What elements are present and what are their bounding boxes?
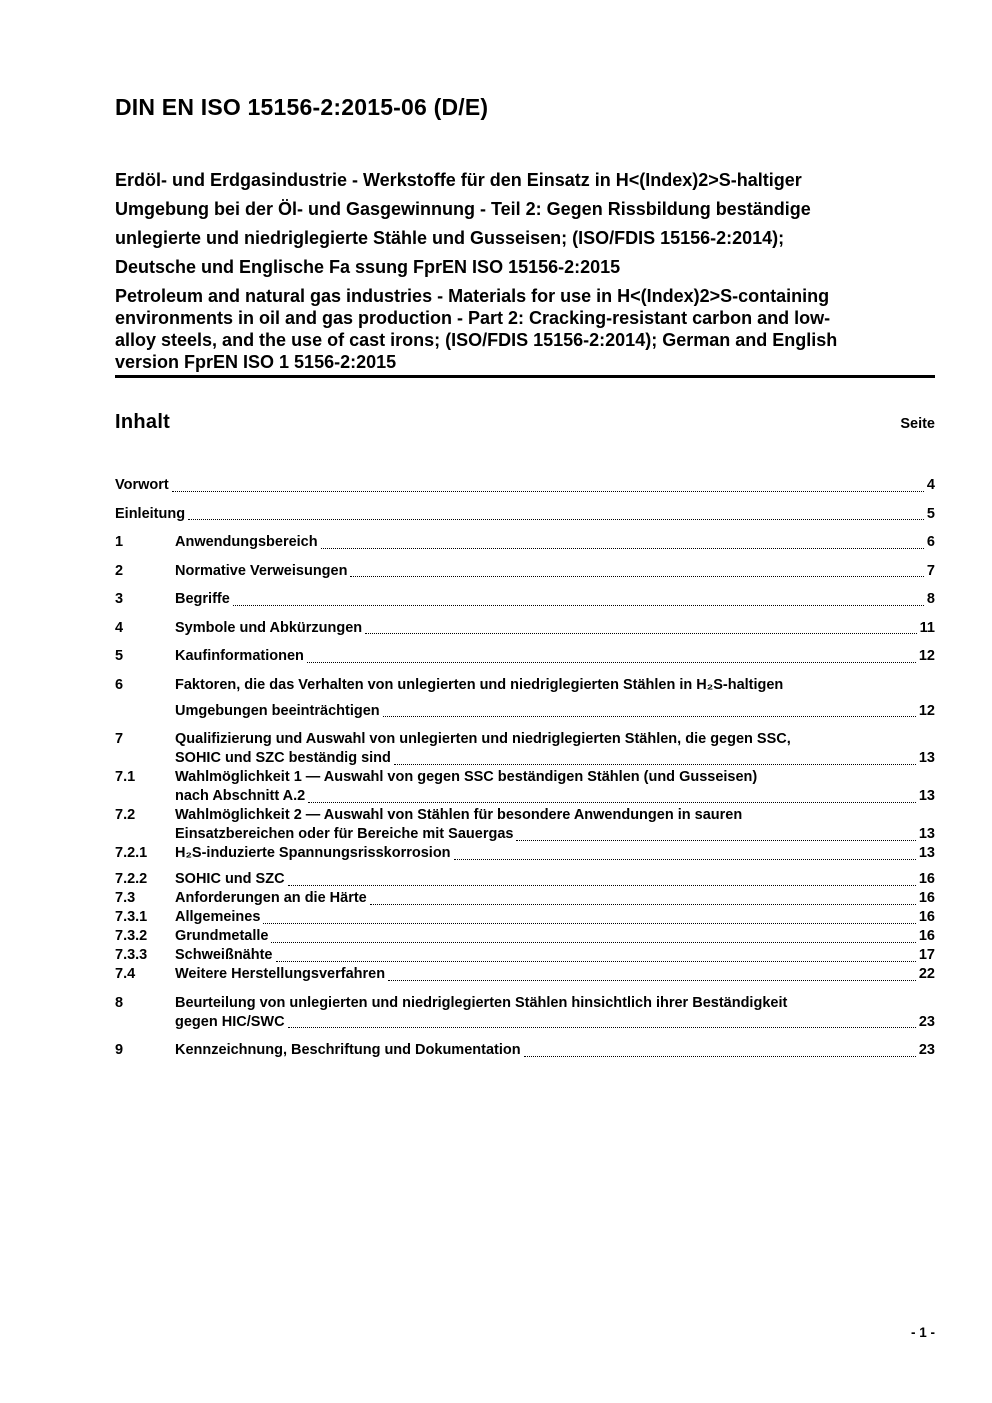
toc-entry-body [175,768,935,806]
dot-leader [383,716,916,717]
toc-entry[interactable] [115,676,935,721]
toc-entry-line [175,806,935,825]
toc-entry-line [175,787,935,806]
toc-entry-title: Wahlmöglichkeit 2 — Auswahl von Stählen für besondere Anwendungen in sauren [175,807,743,823]
dot-leader [188,519,924,520]
toc-entry-number: 7.2.2 [115,871,148,887]
toc-entry-page: 13 [918,750,935,766]
subtitle-german [115,166,935,282]
toc-entry[interactable] [115,946,935,965]
toc-entry-body [175,730,935,768]
toc-entry-body [115,476,935,495]
toc-entry[interactable] [115,927,935,946]
toc-entry-page: 6 [926,534,935,550]
toc-entry-number: 8 [115,994,124,1011]
toc-entry-line [175,590,935,609]
toc-entry-title: Kennzeichnung, Beschriftung und Dokumentation [175,1042,521,1058]
toc-entry-title: Anforderungen an die Härte [175,890,367,906]
toc-entry-number: 4 [115,619,124,636]
toc-entry-title: Grundmetalle [175,928,269,944]
toc-entry-title: Kaufinformationen [175,648,304,664]
toc-entry-body [175,533,935,552]
dot-leader [172,491,924,492]
toc-entry-body [175,1041,935,1060]
toc-entry-line [175,908,935,927]
subtitle-german-line: Erdöl- und Erdgasindustrie - Werkstoffe für den Einsatz in H<(Index)2>S-haltiger [115,170,802,190]
toc-entry-title: H₂S-induzierte Spannungsrisskorrosion [175,845,451,861]
toc-entry-page: 12 [918,648,935,664]
dot-leader [394,764,916,765]
page-number-footer: - 1 - [910,1325,935,1340]
toc-entry-body [175,965,935,984]
toc-entry-body [175,590,935,609]
toc-entry-title: Umgebungen beeinträchtigen [175,702,380,719]
toc-entry-body [175,676,935,721]
toc-entry[interactable] [115,730,935,768]
title-separator-rule [115,375,935,378]
toc-entry-number: 7.3.2 [115,928,148,944]
dot-leader [271,942,915,943]
toc-entry-number: 7.2.1 [115,845,148,861]
toc-entry-number: 7.1 [115,769,136,785]
dot-leader [370,904,916,905]
dot-leader [288,1027,916,1028]
toc-entry[interactable] [115,768,935,806]
toc-entry-page: 13 [918,788,935,804]
toc-entry-page: 22 [918,966,935,982]
subtitle-english-line: environments in oil and gas production - Part 2: Cracking-resistant carbon and low- [115,308,831,328]
toc-entry-line [175,676,935,702]
toc-entry-title: gegen HIC/SWC [175,1013,285,1030]
toc-entry-line [175,1013,935,1032]
subtitle-german-line: Umgebung bei der Öl- und Gasgewinnung - Teil 2: Gegen Rissbildung beständige [115,199,811,219]
toc-entry[interactable] [115,1041,935,1060]
toc-entry-line [175,702,935,721]
toc-entry-body [175,908,935,927]
toc-entry-line [175,844,935,870]
toc-entry-title: SOHIC und SZC beständig sind [175,750,391,766]
toc-entry-line [175,870,935,889]
toc-entry-line [175,730,935,749]
toc-entry-body [175,927,935,946]
toc-entry-title: Anwendungsbereich [175,534,318,550]
toc-entry-page: 23 [918,1013,935,1030]
toc-entry-page: 4 [926,477,935,493]
toc-entry-line [175,927,935,946]
toc-entry-title: Weitere Herstellungsverfahren [175,966,386,982]
toc-entry-title: Symbole und Abkürzungen [175,619,363,636]
toc-entry-title: Wahlmöglichkeit 1 — Auswahl von gegen SSC beständigen Stählen (und Gusseisen) [175,769,758,785]
table-of-contents [115,476,935,1060]
toc-entry-title: Beurteilung von unlegierten und niedriglegierten Stählen hinsichtlich ihrer Beständigkeit [175,994,788,1011]
toc-entry-line [175,768,935,787]
toc-entry-page: 13 [918,826,935,842]
dot-leader [288,885,916,886]
dot-leader [276,961,916,962]
toc-entry-body [175,806,935,844]
toc-entry-title: Einsatzbereichen oder für Bereiche mit Sauergas [175,826,514,842]
subtitle-english-line: alloy steels, and the use of cast irons; (ISO/FDIS 15156-2:2014); German and English [115,330,838,350]
toc-entry-number: 7.3.3 [115,947,148,963]
toc-entry-number: 7 [115,731,124,747]
toc-entry[interactable] [115,844,935,870]
dot-leader [388,980,916,981]
toc-entry-page: 5 [926,505,935,522]
toc-entry-body [115,505,935,524]
toc-entry-body [175,889,935,908]
toc-entry-line [175,889,935,908]
dot-leader [454,859,916,860]
subtitle-english-line: version FprEN ISO 1 5156-2:2015 [115,352,397,372]
toc-entry[interactable] [115,870,935,889]
toc-entry-page: 16 [918,871,935,887]
toc-entry-page: 16 [918,928,935,944]
toc-entry-number: 7.3.1 [115,909,148,925]
toc-entry[interactable] [115,908,935,927]
toc-entry-body [175,844,935,870]
toc-entry-body [175,946,935,965]
dot-leader [516,840,915,841]
toc-entry-line [175,533,935,552]
toc-entry[interactable] [115,889,935,908]
toc-entry-title: Begriffe [175,591,230,607]
toc-entry-title: SOHIC und SZC [175,871,285,887]
subtitle-english-line: Petroleum and natural gas industries - Materials for use in H<(Index)2>S-containing [115,286,830,306]
dot-leader [350,576,923,577]
toc-entry-number: 2 [115,562,124,579]
toc-entry-body [175,870,935,889]
toc-entry-line [175,1041,935,1060]
toc-entry-number: 3 [115,591,124,607]
toc-entry-title: nach Abschnitt A.2 [175,788,306,804]
toc-entry-number: 5 [115,648,124,664]
toc-entry-number: 7.2 [115,807,136,823]
toc-entry[interactable] [115,806,935,844]
toc-entry-line [175,749,935,768]
toc-entry-number: 7.4 [115,966,136,982]
toc-entry-line [175,647,935,666]
toc-entry-number: 1 [115,534,124,550]
toc-entry-page: 16 [918,909,935,925]
toc-entry-title: Einleitung [115,505,186,522]
toc-entry-title: Vorwort [115,477,169,493]
toc-entry-line [115,476,935,495]
dot-leader [365,633,916,634]
toc-entry-page: 16 [918,890,935,906]
toc-page-column-label: Seite [900,416,935,432]
toc-entry-title: Schweißnähte [175,947,273,963]
toc-entry-body [175,619,935,638]
toc-entry[interactable] [115,965,935,984]
toc-entry[interactable] [115,590,935,609]
dot-leader [308,802,916,803]
toc-entry[interactable] [115,505,935,524]
toc-entry[interactable] [115,562,935,581]
dot-leader [321,548,924,549]
toc-entry[interactable] [115,994,935,1032]
dot-leader [233,605,924,606]
toc-entry[interactable] [115,533,935,552]
toc-entry-page: 13 [918,845,935,861]
toc-entry-number: 6 [115,676,124,693]
toc-heading: Inhalt [115,411,171,433]
toc-entry-page: 8 [926,591,935,607]
toc-header [115,411,935,434]
toc-entry-page: 7 [926,562,935,579]
toc-entry-number: 9 [115,1042,124,1058]
toc-entry-page: 12 [918,702,935,719]
toc-entry-line [175,562,935,581]
toc-entry-page: 23 [918,1042,935,1058]
dot-leader [263,923,915,924]
toc-entry-title: Allgemeines [175,909,261,925]
toc-entry-title: Normative Verweisungen [175,562,348,579]
toc-entry-line [115,505,935,524]
toc-entry[interactable] [115,619,935,638]
toc-entry-title: Faktoren, die das Verhalten von unlegierten und niedriglegierten Stählen in H₂S-haltigen [175,676,784,693]
dot-leader [524,1056,916,1057]
toc-entry-page: 11 [919,619,935,636]
toc-entry-page: 17 [918,947,935,963]
dot-leader [307,662,916,663]
toc-entry-line [175,619,935,638]
toc-entry-title: Qualifizierung und Auswahl von unlegierten und niedriglegierten Stählen, die gegen SSC, [175,731,791,747]
toc-entry-body [175,647,935,666]
document-title: DIN EN ISO 15156-2:2015-06 (D/E) [115,94,489,120]
subtitle-german-line: Deutsche und Englische Fa ssung FprEN ISO 15156-2:2015 [115,257,621,277]
toc-entry-line [175,825,935,844]
subtitle-german-line: unlegierte und niedriglegierte Stähle und Gusseisen; (ISO/FDIS 15156-2:2014); [115,228,785,248]
toc-entry[interactable] [115,476,935,495]
toc-entry-line [175,946,935,965]
toc-entry-number: 7.3 [115,890,136,906]
toc-entry[interactable] [115,647,935,666]
toc-entry-body [175,994,935,1032]
toc-entry-body [175,562,935,581]
toc-entry-line [175,965,935,984]
subtitle-english [115,285,935,373]
toc-entry-line [175,994,935,1013]
